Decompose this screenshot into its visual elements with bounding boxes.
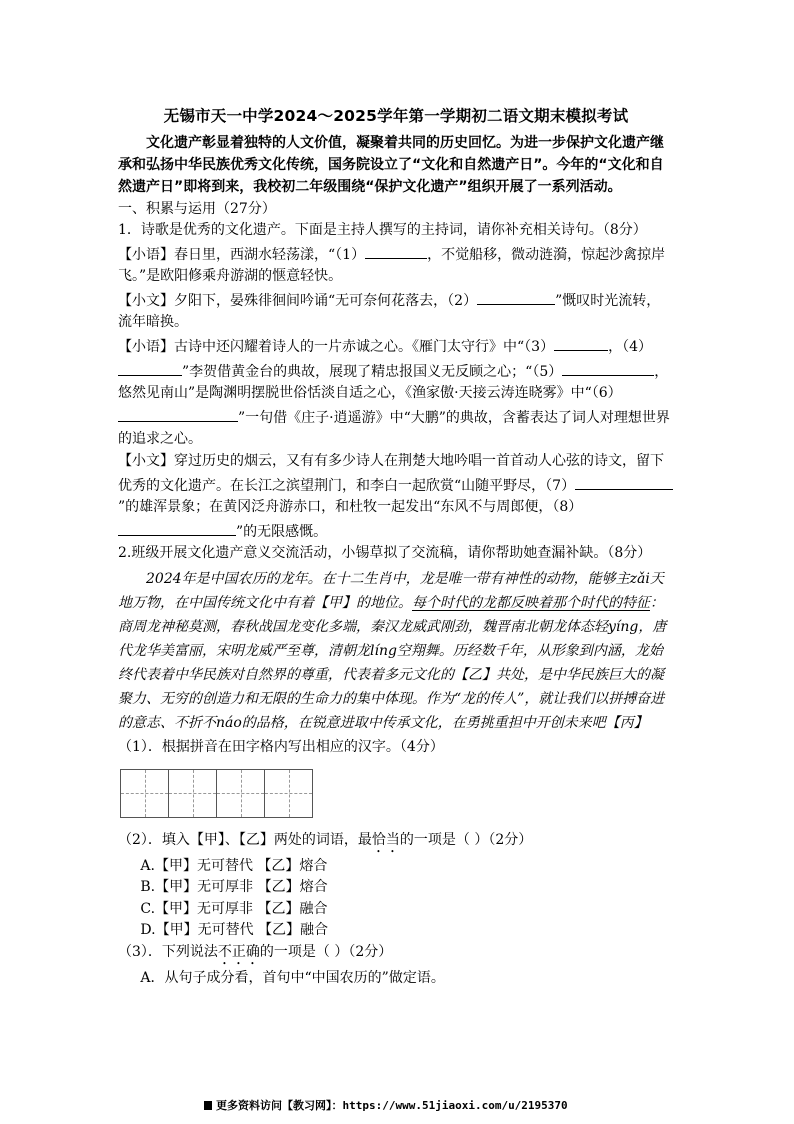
q2-stem: 2.班级开展文化遗产意义交流活动，小锡草拟了交流稿，请你帮助她查漏补缺。（8分） [118, 545, 652, 562]
sub3-option-a[interactable]: A．从句子成分看，首句中“中国农历的”做定语。 [140, 969, 445, 986]
q2-sub3: （3）．下列说法不正确的一项是（ ）（2分） [118, 943, 393, 960]
answer-blank-7[interactable] [575, 473, 673, 490]
q2-sub1: （1）．根据拼音在田字格内写出相应的汉字。（4分） [118, 738, 444, 755]
answer-blank-2[interactable] [477, 288, 555, 305]
answer-blank-8[interactable] [118, 519, 236, 536]
section-heading: 一、积累与运用（27分） [118, 201, 276, 217]
q1-para-3: 【小语】古诗中还闪耀着诗人的一片赤诚之心。《雁门太守行》中“（3） ，（4）”李贺借黄金台的典故，展现了精忠报国义无反顾之心；“（5） ，悠然见南山”是陶渊明摆脱世俗恬淡自适之心，《渔家傲·天接云涛连晓雾》中“（6）”一句借《庄子·逍遥游》中“大鹏”的典故，含蓄表达了词人对理想世界的追求之心。 [118, 334, 674, 451]
answer-blank-3[interactable] [554, 334, 608, 351]
answer-blank-5[interactable] [562, 359, 654, 376]
option-c[interactable]: C.【甲】无可厚非 【乙】融合 [140, 900, 328, 917]
tianzige-cell[interactable] [120, 769, 169, 818]
q2-sub2: （2）．填入【甲】、【乙】两处的词语，最恰当的一项是（ ）（2分） [118, 831, 533, 848]
option-b[interactable]: B.【甲】无可厚非 【乙】熔合 [140, 879, 328, 896]
footer-link[interactable]: 更多资料访问【教习网】：https://www.51jiaoxi.com/u/2195370 [204, 1097, 624, 1113]
intro-paragraph: 文化遗产彰显着独特的人文价值，凝聚着共同的历史回忆。为进一步保护文化遗产继承和弘扬中华民族优秀文化传统，国务院设立了“文化和自然遗产日”。今年的“文化和自然遗产日”即将到来，我校初二年级围绕“保护文化遗产”组织开展了一系列活动。 [118, 135, 664, 195]
q2-passage: 2024年是中国农历的龙年。在十二生肖中，龙是唯一带有神性的动物，能够主zǎi天地万物，在中国传统文化中有着【甲】的地位。每个时代的龙都反映着那个时代的特征：商周龙神秘莫测，春秋战国龙变化多端，秦汉龙威武刚劲，魏晋南北朝龙体态轻yíng，唐代龙华美富丽，宋明龙威严至尊，清朝龙líng空翔舞。历经数千年，从形象到内涵，龙始终代表着中华民族对自然界的尊重，代表着多元文化的【乙】共处，是中华民族巨大的凝聚力、无穷的创造力和无限的生命力的集中体现。作为“龙的传人”，就让我们以拼搏奋进的意志、不折不náo的品格，在锐意进取中传承文化，在勇挑重担中开创未来吧【丙】 [118, 570, 667, 731]
tianzige-cell[interactable] [168, 769, 217, 818]
underlined-sentence: 每个时代的龙都反映着那个时代的特征 [412, 594, 650, 611]
emphasis-text: 恰当 [371, 831, 400, 848]
option-a[interactable]: A.【甲】无可替代 【乙】熔合 [140, 857, 328, 874]
answer-blank-1[interactable] [365, 242, 427, 259]
tianzige-cell[interactable] [264, 769, 313, 818]
exam-page [118, 100, 674, 989]
answer-blank-4[interactable] [118, 359, 182, 376]
emphasis-text: 不正确 [217, 943, 260, 960]
tianzige-cell[interactable] [216, 769, 265, 818]
flag-icon [204, 1101, 212, 1110]
answer-blank-6[interactable] [118, 405, 238, 422]
q1-para-4: 【小文】穿过历史的烟云，又有有多少诗人在荆楚大地吟唱一首首动人心弦的诗文，留下优秀的文化遗产。在长江之滨望荆门，和李白一起欣赏“山随平野尽，（7）”的雄浑景象；在黄冈泛舟游赤口，和杜牧一起发出“东风不与周郎便，（8）”的无限感慨。 [118, 451, 674, 543]
q1-stem: 1．诗歌是优秀的文化遗产。下面是主持人撰写的主持词，请你补充相关诗句。（8分） [118, 222, 647, 238]
option-d[interactable]: D.【甲】无可替代 【乙】融合 [140, 922, 329, 939]
tianzige-grid [120, 769, 674, 818]
q1-para-2: 【小文】夕阳下，晏殊徘徊间吟诵“无可奈何花落去，（2） ”慨叹时光流转， 流年暗换。 [118, 288, 674, 334]
exam-title: 无锡市天一中学2024～2025学年第一学期初二语文期末模拟考试 [163, 107, 629, 125]
q1-para-1: 【小语】春日里，西湖水轻荡漾，“（1） ，不觉船移，微动涟漪，惊起沙禽掠岸飞。”是欧阳修乘舟游湖的惬意轻快。 [118, 242, 674, 288]
